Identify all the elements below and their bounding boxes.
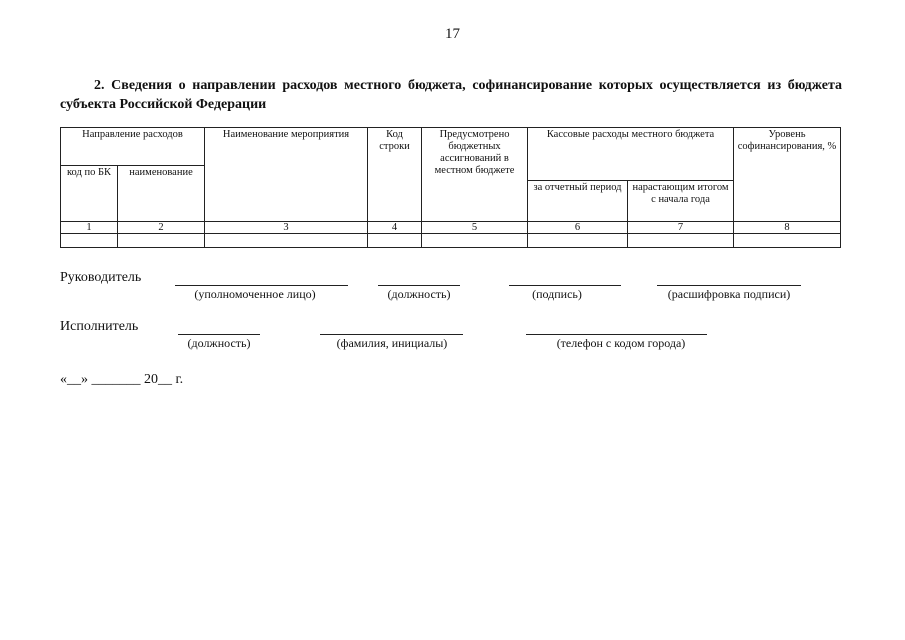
header-code-bk: код по БК xyxy=(61,166,118,222)
header-direction: Направление расходов xyxy=(61,128,205,166)
signature-line[interactable] xyxy=(320,334,463,335)
signature-line[interactable] xyxy=(509,285,621,286)
header-planned-allocations: Предусмотрено бюджетных ассигнований в местном бюджете xyxy=(422,128,528,222)
col-number: 6 xyxy=(528,222,628,234)
executor-label: Исполнитель xyxy=(60,319,139,334)
col-number: 4 xyxy=(368,222,422,234)
caption-position: (должность) xyxy=(387,287,451,301)
signature-line[interactable] xyxy=(526,334,707,335)
table-cell[interactable] xyxy=(205,234,368,248)
col-number: 8 xyxy=(734,222,841,234)
table-cell[interactable] xyxy=(528,234,628,248)
table-cell[interactable] xyxy=(118,234,205,248)
caption-full-name: (фамилия, инициалы) xyxy=(336,336,448,350)
signature-line[interactable] xyxy=(657,285,801,286)
header-cash-expenses: Кассовые расходы местного бюджета xyxy=(528,128,734,181)
cofinancing-table xyxy=(60,127,841,248)
header-cofinancing-level: Уровень софинансирования, % xyxy=(734,128,841,222)
header-row-code: Код строки xyxy=(368,128,422,222)
caption-signature-transcript: (расшифровка подписи) xyxy=(667,287,791,301)
col-number: 7 xyxy=(628,222,734,234)
col-number: 1 xyxy=(61,222,118,234)
header-event-name: Наименование мероприятия xyxy=(205,128,368,222)
signature-line[interactable] xyxy=(178,334,260,335)
caption-phone: (телефон с кодом города) xyxy=(556,336,686,350)
caption-signature: (подпись) xyxy=(532,287,582,301)
page-number: 17 xyxy=(445,26,460,42)
table-cell[interactable] xyxy=(61,234,118,248)
signature-line[interactable] xyxy=(378,285,460,286)
col-number: 5 xyxy=(422,222,528,234)
caption-authorized-person: (уполномоченное лицо) xyxy=(194,287,316,301)
table-cell[interactable] xyxy=(368,234,422,248)
header-reporting-period: за отчетный период xyxy=(528,181,628,222)
signature-line[interactable] xyxy=(175,285,348,286)
table-row xyxy=(61,234,841,248)
head-label: Руководитель xyxy=(60,270,142,285)
col-number: 3 xyxy=(205,222,368,234)
col-number: 2 xyxy=(118,222,205,234)
table-cell[interactable] xyxy=(628,234,734,248)
header-cumulative: нарастающим итогом с начала года xyxy=(628,181,734,222)
caption-position: (должность) xyxy=(187,336,251,350)
table-cell[interactable] xyxy=(422,234,528,248)
date-line: «__» _______ 20__ г. xyxy=(60,372,184,387)
table-cell[interactable] xyxy=(734,234,841,248)
section-heading: 2. Сведения о направлении расходов местного бюджета, софинансирование которых осуществляется из бюджета субъекта Российской Федерации xyxy=(60,78,842,112)
header-name: наименование xyxy=(118,166,205,222)
